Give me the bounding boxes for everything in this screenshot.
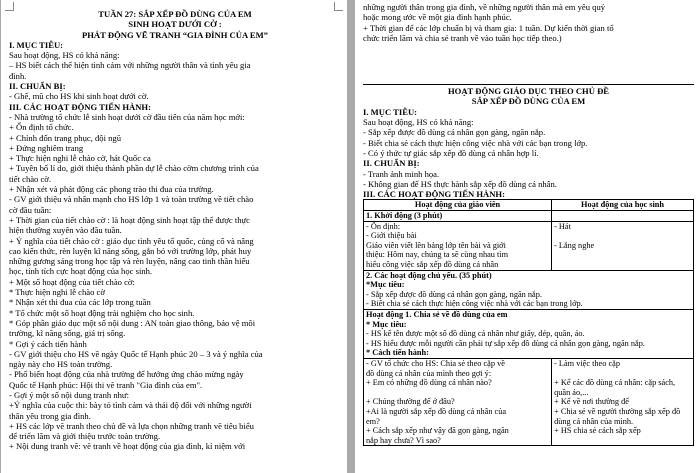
method-label: * Cách tiến hành: xyxy=(366,348,429,358)
table-cell-student xyxy=(552,221,694,270)
text-line: * Gợi ý cách tiến hành xyxy=(9,338,87,349)
text-line: đồ dùng cá nhân của mình theo gợi ý: xyxy=(366,368,492,378)
table-cell-teacher xyxy=(364,358,552,445)
text-line: + Ổn định tổ chức. xyxy=(9,122,74,133)
text-line: Giáo viên viết lên bảng lớp tên bài và giới xyxy=(366,240,506,250)
text-line: nắp hay chưa? Vì sao? xyxy=(366,435,441,445)
text-line: hiện thường xuyên vào đầu tuần. xyxy=(9,225,122,236)
document-page-right xyxy=(355,0,700,473)
text-line: học, tính tích cực hoạt động của học sinh. xyxy=(9,266,153,277)
section-heading: I. MỤC TIÊU: xyxy=(9,39,64,50)
text-line: + Cách sắp xếp như vậy đã gọn gàng, ngăn xyxy=(366,426,509,436)
text-line: + Thời gian để các lớp chuẩn bị và tham gia: 1 tuần. Dự kiến thời gian tổ xyxy=(363,22,614,33)
lesson-subtitle: SINH HOẠT DƯỚI CỜ : xyxy=(128,19,222,30)
text-line: - Lắng nghe xyxy=(554,240,595,250)
section-heading: II. CHUẨN BỊ: xyxy=(363,158,420,169)
text-line: - Phổ biến hoạt động của nhà trường để hưởng ứng chào mừng ngày xyxy=(9,369,244,380)
text-line: những người thân trong gia đình, về những người thân mà em yêu quý xyxy=(363,2,606,12)
text-line: + HS chia sẻ cách sắp xếp xyxy=(554,426,641,436)
text-line: - Biết chia sẻ cách thực hiện công việc nhà với các bạn trong lớp. xyxy=(363,137,588,148)
text-line xyxy=(366,388,549,398)
text-line: những gương sáng trong học tập và rèn luyện, nâng cao tinh thần hiếu xyxy=(9,256,250,267)
text-line: dùng cá nhân của mình. xyxy=(554,416,634,426)
text-line: - Giới thiệu bài xyxy=(366,231,417,241)
text-line xyxy=(554,231,691,241)
text-line: * Tổ chức một số hoạt động trải nghiệm cho học sinh. xyxy=(9,307,195,318)
text-line: - Không gian để HS thực hành sắp xếp đồ dùng cá nhân. xyxy=(363,178,557,189)
text-line: + HS các lớp vẽ tranh theo chủ đề và lựa chọn những tranh vẽ tiêu biểu xyxy=(9,420,254,431)
text-line: - Sắp xếp được đồ dùng cá nhân gọn gàng, ngăn nắp. xyxy=(363,127,546,138)
text-line: + Nhận xét và phát động các phong trào thi đua của trường. xyxy=(9,184,214,195)
text-line: + Chúng thường để ở đâu? xyxy=(366,397,455,407)
right-body-text xyxy=(363,107,694,200)
text-line xyxy=(554,436,691,446)
table-cell-student xyxy=(552,358,694,445)
text-line: - Ghế, mũ cho HS khi sinh hoạt dưới cờ. xyxy=(9,91,149,102)
text-line: thiệu: Hôm nay, chúng ta sẽ cùng nhau tìm xyxy=(366,250,509,260)
text-line: chức triển lãm và chia sẻ tranh về vào tuần học tiếp theo.) xyxy=(363,32,562,43)
text-line: quần áo,... xyxy=(554,387,589,397)
text-line: để triển lãm và giới thiệu trước toàn trường. xyxy=(9,431,161,442)
text-line: - Hát xyxy=(554,221,571,231)
text-line: + Nội dung tranh vẽ: vẽ tranh về hoạt động của gia đình, kỉ niệm với xyxy=(9,441,246,452)
text-line xyxy=(554,369,691,379)
section-title: HOẠT ĐỘNG GIÁO DỤC THEO CHỦ ĐỀ xyxy=(447,86,610,97)
text-line: ngày này cho HS toàn trường. xyxy=(9,359,113,370)
text-line: tiết chào cờ. xyxy=(9,173,52,184)
text-line: - HS hiểu được mỗi người cần phải tự sắp xếp đồ dùng cá nhân gọn gàng, ngăn nắp. xyxy=(366,338,645,348)
text-line: + Kể về nơi thường để xyxy=(554,397,629,407)
text-line: + Đứng nghiêm trang xyxy=(9,142,84,153)
text-line: + Thực hiện nghi lễ chào cờ, hát Quốc ca xyxy=(9,153,151,164)
text-line: +Ai là người sắp xếp đồ dùng cá nhân của xyxy=(366,406,507,416)
text-line: + Chỉnh đốn trang phục, đội ngũ xyxy=(9,132,122,143)
text-line: + Em có những đồ dùng cá nhân nào? xyxy=(366,378,492,388)
lesson-subtitle: PHÁT ĐỘNG VẼ TRANH “GIA ĐÌNH CỦA EM” xyxy=(82,29,268,40)
table-row-goals xyxy=(364,270,694,309)
table-section-title: Hoạt động 1. Chia sẻ về đồ dùng của em xyxy=(366,309,508,319)
text-line: Sau hoạt động, HS có khả năng: xyxy=(9,50,120,61)
section-heading: III. CÁC HOẠT ĐỘNG TIẾN HÀNH: xyxy=(363,189,505,200)
table-header-teacher: Hoạt động của giáo viên xyxy=(364,200,552,211)
table-section-title: 2. Các hoạt động chủ yếu. (35 phút) xyxy=(366,270,492,280)
table-header-student: Hoạt động của học sinh xyxy=(552,200,694,211)
text-line: +Ý nghĩa của cuộc thi: bày tỏ tình cảm và thái độ đối với những người xyxy=(9,400,252,411)
document-page-left xyxy=(1,0,347,473)
text-line: hoặc mong ước về một gia đình hạnh phúc. xyxy=(363,12,512,23)
text-line: + Một số hoạt động của tiết chào cờ: xyxy=(9,276,135,287)
table-section-title: 1. Khởi động (3 phút) xyxy=(364,211,552,222)
text-line: - Làm việc theo cặp xyxy=(554,358,620,368)
text-line: đình. xyxy=(9,70,27,81)
text-line: - HS kể tên được một số đồ dùng cá nhân như giấy, dép, quần, áo. xyxy=(366,329,585,339)
text-line: – HS biết cách thể hiện tình cảm với những người thân và tình yêu gia xyxy=(9,60,251,71)
text-line: - Sắp xếp được đồ dùng cá nhân gọn gàng, ngăn nắp. xyxy=(366,289,542,299)
text-line: + Kể các đồ dùng cá nhân: cặp sách, xyxy=(554,378,676,388)
text-line: - Tranh ảnh minh họa. xyxy=(363,168,440,179)
text-line: cao kiến thức, rèn luyện kĩ năng sống, gắn bó với trường lớp, phát huy xyxy=(9,245,252,256)
table-row-activity xyxy=(364,309,694,358)
section-heading: II. CHUẨN BỊ: xyxy=(9,81,66,92)
text-line: - GV giới thiệu và nhấn mạnh cho HS lớp 1 và toàn trường về tiết chào xyxy=(9,194,254,205)
section-divider xyxy=(363,84,694,85)
text-line: + Tuyên bố lí do, giới thiệu thành phần dự lễ chào cờm chương trình của xyxy=(9,163,259,174)
section-heading: I. MỤC TIÊU: xyxy=(363,106,418,117)
text-line: + Thời gian của tiết chào cờ : là hoạt động sinh hoạt tập thể được thực xyxy=(9,214,250,225)
text-line: + Chia sẻ về người thường sắp xếp đồ xyxy=(554,406,681,416)
section-subtitle: SẮP XẾP ĐỒ DÙNG CỦA EM xyxy=(471,96,586,107)
text-line: em? xyxy=(366,416,380,426)
text-line: Quốc tế Hạnh phúc: Hội thi vẽ tranh "Gia đình của em". xyxy=(9,379,203,390)
text-line: * Nhận xét thi đua của các lớp trong tuần xyxy=(9,297,151,308)
text-line: * Thực hiện nghi lễ chào cờ xyxy=(9,287,105,298)
text-line: trường, kĩ năng sống, giá trị sống. xyxy=(9,328,126,339)
text-line: - Có ý thức tự giác sắp xếp đồ dùng cá nhân hợp lí. xyxy=(363,147,539,158)
table-cell-teacher xyxy=(364,221,552,270)
text-line: - Ổn định: xyxy=(366,221,401,231)
text-line: - Biết chia sẻ cách thực hiện công việc nhà với các bạn trong lớp. xyxy=(366,299,583,309)
text-line: thân yêu trong gia đình. xyxy=(9,410,91,421)
goal-label: *Mục tiêu: xyxy=(366,280,405,290)
lesson-title: TUẦN 27: SẮP XẾP ĐỒ DÙNG CỦA EM xyxy=(98,9,252,19)
right-top-text xyxy=(363,2,694,43)
text-line: - Nhà trường tổ chức lễ sinh hoạt dưới cờ đầu tiên của năm học mới: xyxy=(9,111,245,122)
left-body-text xyxy=(9,40,341,452)
text-line: hiểu công việc sắp xếp đồ dùng cá nhân xyxy=(366,260,499,270)
goal-label: * Mục tiêu: xyxy=(366,319,407,329)
text-line: - Gợi ý một số nội dung tranh như: xyxy=(9,389,129,400)
section-heading: III. CÁC HOẠT ĐỘNG TIẾN HÀNH: xyxy=(9,101,151,112)
text-line: - GV tổ chức cho HS: Chia sẻ theo cặp về xyxy=(366,358,505,368)
text-line: + Ý nghĩa của tiết chào cờ : giáo dục tình yêu tổ quốc, củng cố và nâng xyxy=(9,235,254,246)
text-line: Sau hoạt động, HS có khả năng: xyxy=(363,117,474,128)
activity-table xyxy=(363,199,694,446)
text-line: cờ đầu tuần: xyxy=(9,204,52,215)
text-line: * Góp phần giáo dục một số nội dung : AN toàn giao thông, bảo vệ môi xyxy=(9,317,256,328)
text-line: - GV giới thiệu cho HS về ngày Quốc tế Hạnh phúc 20 – 3 và ý nghĩa của xyxy=(9,348,263,359)
